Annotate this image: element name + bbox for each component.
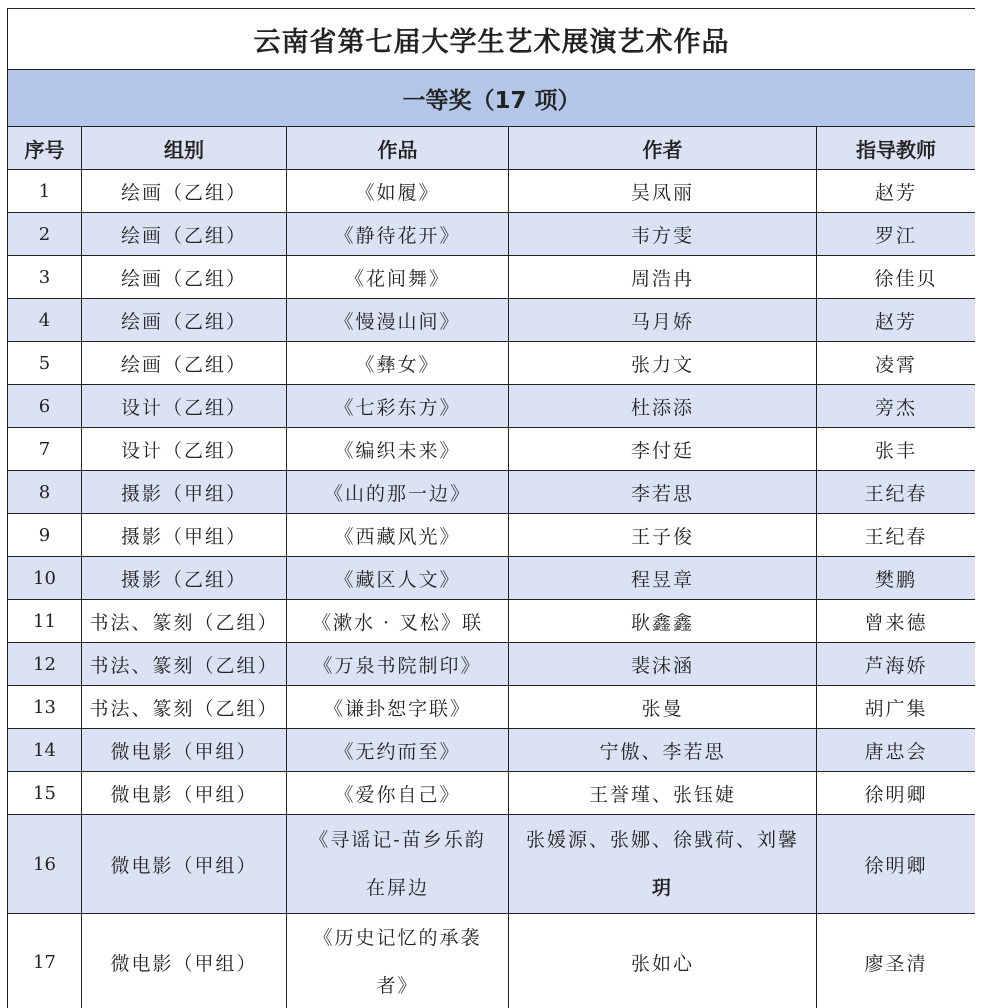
cell-no: 16 — [8, 815, 82, 914]
cell-work: 《如履》 — [287, 170, 509, 213]
cell-teacher: 赵芳 — [817, 299, 976, 342]
cell-teacher: 王纪春 — [817, 471, 976, 514]
cell-work-line: 者》 — [376, 975, 419, 997]
cell-author-line: 张媛源、张娜、徐戥荷、刘馨 — [525, 829, 799, 851]
cell-author: 张如心 — [509, 914, 817, 1008]
cell-work: 《无约而至》 — [287, 729, 509, 772]
cell-author — [509, 815, 817, 914]
cell-teacher: 唐忠会 — [817, 729, 976, 772]
cell-teacher: 芦海娇 — [817, 643, 976, 686]
cell-teacher: 徐佳贝 — [817, 256, 976, 299]
header-row — [8, 127, 976, 170]
cell-teacher: 徐明卿 — [817, 815, 976, 914]
cell-work: 《静待花开》 — [287, 213, 509, 256]
cell-group: 微电影（甲组） — [82, 772, 287, 815]
table-title: 云南省第七届大学生艺术展演艺术作品 — [8, 9, 976, 70]
cell-teacher: 王纪春 — [817, 514, 976, 557]
cell-author: 裴沫涵 — [509, 643, 817, 686]
cell-no: 9 — [8, 514, 82, 557]
table-row — [8, 385, 976, 428]
cell-no: 7 — [8, 428, 82, 471]
cell-no: 12 — [8, 643, 82, 686]
cell-teacher: 曾来德 — [817, 600, 976, 643]
cell-work: 《万泉书院制印》 — [287, 643, 509, 686]
cell-no: 8 — [8, 471, 82, 514]
table-row — [8, 299, 976, 342]
table-row — [8, 557, 976, 600]
cell-teacher: 胡广集 — [817, 686, 976, 729]
header-work: 作品 — [287, 127, 509, 170]
cell-author: 王子俊 — [509, 514, 817, 557]
cell-teacher: 张丰 — [817, 428, 976, 471]
cell-group: 微电影（甲组） — [82, 914, 287, 1008]
award-table-container — [7, 8, 975, 1008]
cell-teacher: 罗江 — [817, 213, 976, 256]
cell-group: 绘画（乙组） — [82, 342, 287, 385]
cell-teacher: 樊鹏 — [817, 557, 976, 600]
cell-group: 微电影（甲组） — [82, 729, 287, 772]
cell-work: 《谦卦恕字联》 — [287, 686, 509, 729]
cell-group: 设计（乙组） — [82, 428, 287, 471]
cell-group: 书法、篆刻（乙组） — [82, 643, 287, 686]
cell-teacher: 凌霄 — [817, 342, 976, 385]
cell-teacher: 赵芳 — [817, 170, 976, 213]
cell-work: 《彝女》 — [287, 342, 509, 385]
cell-author: 杜添添 — [509, 385, 817, 428]
header-author: 作者 — [509, 127, 817, 170]
table-row — [8, 815, 976, 914]
table-row — [8, 686, 976, 729]
cell-no: 13 — [8, 686, 82, 729]
cell-author-line: 玥 — [651, 877, 673, 899]
cell-no: 4 — [8, 299, 82, 342]
table-row — [8, 514, 976, 557]
award-table — [7, 8, 975, 1008]
cell-work-line: 《寻谣记-苗乡乐韵 — [309, 829, 486, 851]
cell-no: 2 — [8, 213, 82, 256]
cell-group: 摄影（甲组） — [82, 471, 287, 514]
table-row — [8, 772, 976, 815]
table-row — [8, 600, 976, 643]
cell-work: 《西藏风光》 — [287, 514, 509, 557]
table-row — [8, 914, 976, 1008]
cell-no: 15 — [8, 772, 82, 815]
cell-no: 10 — [8, 557, 82, 600]
cell-no: 6 — [8, 385, 82, 428]
cell-work: 《山的那一边》 — [287, 471, 509, 514]
table-row — [8, 471, 976, 514]
cell-work: 《花间舞》 — [287, 256, 509, 299]
award-level-heading: 一等奖（17 项） — [8, 70, 976, 127]
cell-no: 14 — [8, 729, 82, 772]
cell-work: 《七彩东方》 — [287, 385, 509, 428]
cell-work: 《编织未来》 — [287, 428, 509, 471]
table-row — [8, 643, 976, 686]
cell-teacher: 旁杰 — [817, 385, 976, 428]
cell-work: 《爱你自己》 — [287, 772, 509, 815]
table-row — [8, 170, 976, 213]
cell-author: 程昱章 — [509, 557, 817, 600]
header-teacher: 指导教师 — [817, 127, 976, 170]
cell-group: 书法、篆刻（乙组） — [82, 686, 287, 729]
cell-no: 3 — [8, 256, 82, 299]
cell-work: 《漱水 · 叉松》联 — [287, 600, 509, 643]
cell-no: 5 — [8, 342, 82, 385]
table-row — [8, 342, 976, 385]
cell-no: 1 — [8, 170, 82, 213]
cell-work-line: 在屏边 — [365, 877, 429, 899]
cell-group: 绘画（乙组） — [82, 299, 287, 342]
cell-group: 微电影（甲组） — [82, 815, 287, 914]
cell-no: 17 — [8, 914, 82, 1008]
cell-author: 周浩冉 — [509, 256, 817, 299]
cell-group: 绘画（乙组） — [82, 213, 287, 256]
cell-work: 《慢漫山间》 — [287, 299, 509, 342]
cell-work — [287, 815, 509, 914]
cell-author: 张力文 — [509, 342, 817, 385]
cell-work-line: 《历史记忆的承袭 — [313, 927, 482, 949]
cell-author: 李付廷 — [509, 428, 817, 471]
cell-work — [287, 914, 509, 1008]
cell-author: 王誉瑾、张钰婕 — [509, 772, 817, 815]
cell-group: 摄影（乙组） — [82, 557, 287, 600]
cell-group: 绘画（乙组） — [82, 170, 287, 213]
cell-teacher: 廖圣清 — [817, 914, 976, 1008]
cell-author: 韦方雯 — [509, 213, 817, 256]
cell-author: 李若思 — [509, 471, 817, 514]
cell-author: 张曼 — [509, 686, 817, 729]
cell-no: 11 — [8, 600, 82, 643]
cell-teacher: 徐明卿 — [817, 772, 976, 815]
table-row — [8, 729, 976, 772]
cell-group: 绘画（乙组） — [82, 256, 287, 299]
table-row — [8, 213, 976, 256]
header-no: 序号 — [8, 127, 82, 170]
cell-author: 耿鑫鑫 — [509, 600, 817, 643]
header-group: 组别 — [82, 127, 287, 170]
cell-author: 宁傲、李若思 — [509, 729, 817, 772]
table-row — [8, 256, 976, 299]
cell-author: 吴凤丽 — [509, 170, 817, 213]
cell-group: 书法、篆刻（乙组） — [82, 600, 287, 643]
cell-group: 摄影（甲组） — [82, 514, 287, 557]
table-row — [8, 428, 976, 471]
cell-work: 《藏区人文》 — [287, 557, 509, 600]
cell-group: 设计（乙组） — [82, 385, 287, 428]
cell-author: 马月娇 — [509, 299, 817, 342]
